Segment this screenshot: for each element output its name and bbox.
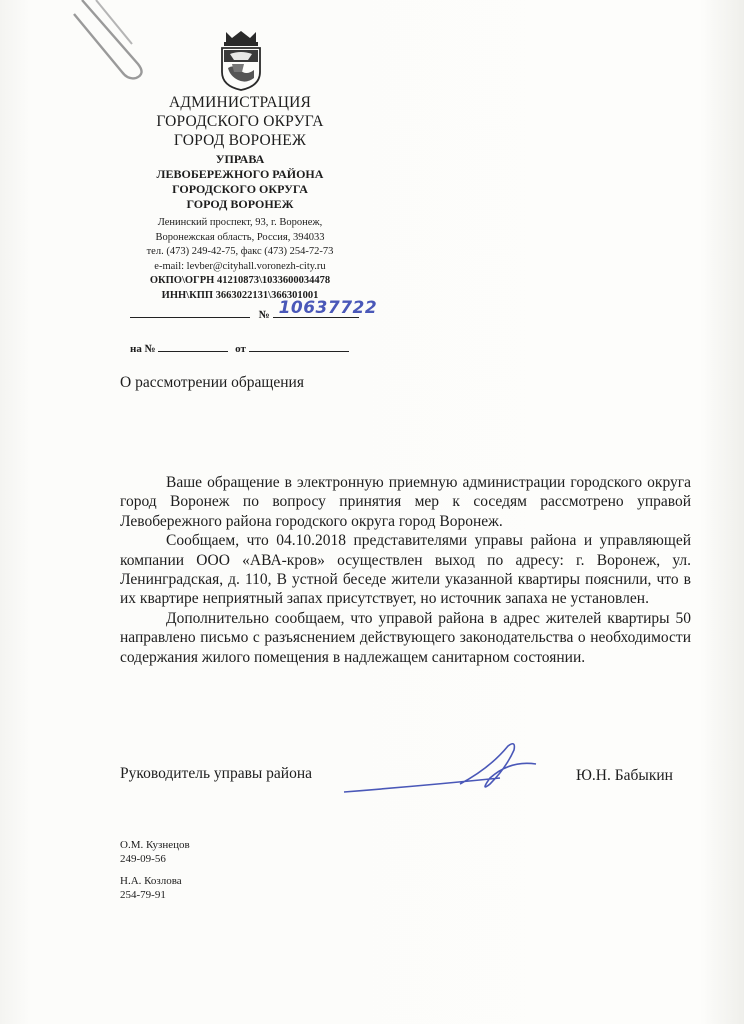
body-paragraph-1: Ваше обращение в электронную приемную администрации городского округа город Воронеж по вопросу принятия мер к соседям рассмотрено управой Левобережного района городского округа город Воронеж. xyxy=(120,474,691,530)
administration-line-2: ГОРОДСКОГО ОКРУГА xyxy=(156,113,324,130)
executor-1 xyxy=(120,838,190,866)
executor-2 xyxy=(120,874,182,902)
subject-line: О рассмотрении обращения xyxy=(120,374,304,391)
ref-label: на № xyxy=(130,343,156,355)
executor-1-name: О.М. Кузнецов xyxy=(120,839,190,851)
ref-number-blank xyxy=(158,340,228,352)
inn-line: ИНН\КПП 3663022131\366301001 xyxy=(161,289,319,301)
department-line-4: ГОРОД ВОРОНЕЖ xyxy=(186,197,294,211)
reference-row xyxy=(130,340,349,355)
signatory-title: Руководитель управы района xyxy=(120,765,313,782)
address-line-1: Ленинский проспект, 93, г. Воронеж, xyxy=(157,217,323,228)
phone-line: тел. (473) 249-42-75, факс (473) 254-72-73 xyxy=(146,246,334,258)
paper-clip-image xyxy=(60,0,150,80)
department-line-3: ГОРОДСКОГО ОКРУГА xyxy=(172,182,308,196)
address-block xyxy=(110,216,370,304)
handwritten-signature-image xyxy=(340,738,550,798)
email-line: e-mail: levber@cityhall.voronezh-city.ru xyxy=(154,260,326,272)
number-sign: № xyxy=(258,309,270,321)
signatory-name: Ю.Н. Бабыкин xyxy=(576,767,673,784)
from-label: от xyxy=(235,343,246,355)
department-name xyxy=(130,152,350,212)
body-paragraph-2: Сообщаем, что 04.10.2018 представителями управы района и управляющей компании ООО «АВА-кров» осуществлен выход по адресу: г. Воронеж, ул. Ленинградская, д. 110, В устной беседе жители указанной квартиры пояснили, что в их квартире неприятный запах присутствует, но источник запаха не установлен. xyxy=(120,532,691,608)
ref-date-blank xyxy=(249,340,349,352)
letter-body xyxy=(120,473,691,667)
outgoing-number-blank xyxy=(273,298,378,318)
address-line-2: Воронежская область, Россия, 394033 xyxy=(155,231,325,243)
outgoing-date-blank xyxy=(130,306,250,318)
executor-2-phone: 254-79-91 xyxy=(120,889,166,901)
department-line-2: ЛЕВОБЕРЕЖНОГО РАЙОНА xyxy=(156,167,324,181)
executor-1-phone: 249-09-56 xyxy=(120,853,166,865)
administration-line-1: АДМИНИСТРАЦИЯ xyxy=(168,94,312,111)
coat-of-arms-icon xyxy=(218,28,264,92)
body-paragraph-3: Дополнительно сообщаем, что управой района в адрес жителей квартиры 50 направлено письмо с разъяснением действующего законодательства о необходимости содержания жилого помещения в надлежащем санитарном состоянии. xyxy=(120,609,691,666)
administration-name xyxy=(140,93,340,150)
department-line-1: УПРАВА xyxy=(215,152,265,166)
executor-2-name: Н.А. Козлова xyxy=(120,875,182,887)
outgoing-number-handwritten: 10637722 xyxy=(278,298,378,318)
okpo-line: ОКПО\ОГРН 41210873\1033600034478 xyxy=(149,275,331,287)
administration-line-3: ГОРОД ВОРОНЕЖ xyxy=(173,132,307,149)
outgoing-number-row xyxy=(130,298,378,321)
